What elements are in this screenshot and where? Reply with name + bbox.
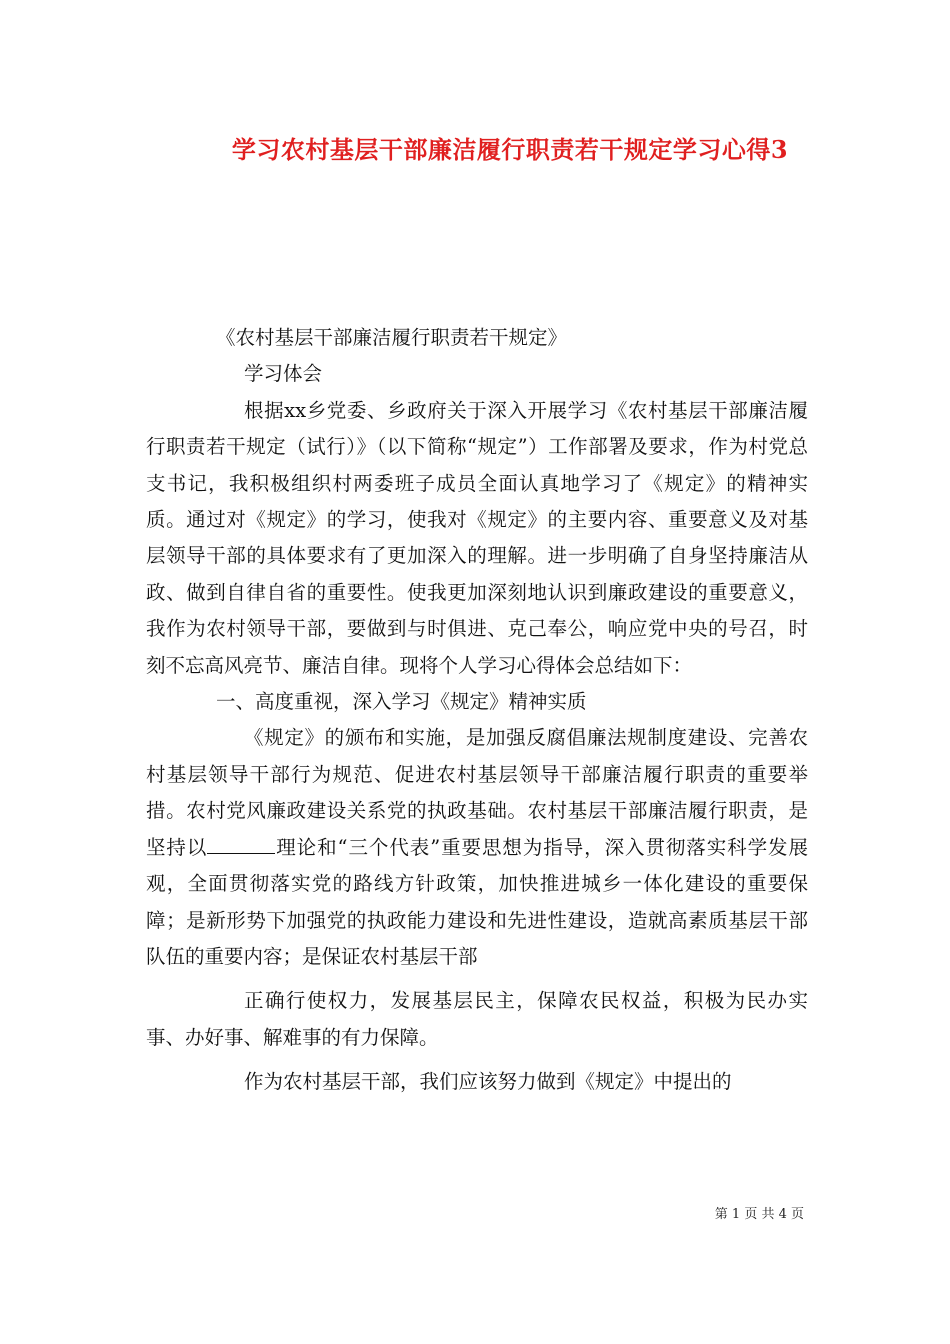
paragraph-2-part-2: 理论和“三个代表”重要思想为指导，深入贯彻落实科学发展观，全面贯彻落实党的路线方针政策，加快推进城乡一体化建设的重要保障；是新形势下加强党的执政能力建设和先进性建设，造就高素质基层干部队伍的重要内容；是保证农村基层干部 xyxy=(146,835,808,968)
document-title: 学习农村基层干部廉洁履行职责若干规定学习心得3 xyxy=(231,135,789,164)
page-footer: 第 1 页 共 4 页 xyxy=(714,1207,804,1222)
paragraph-intro: 根据xx乡党委、乡政府关于深入开展学习《农村基层干部廉洁履行职责若干规定（试行）》（以下简称“规定”）工作部署及要求，作为村党总支书记，我积极组织村两委班子成员全面认真地学习了《规定》的精神实质。通过对《规定》的学习，使我对《规定》的主要内容、重要意义及对基层领导干部的具体要求有了更加深入的理解。进一步明确了自身坚持廉洁从政、做到自律自省的重要性。使我更加深刻地认识到廉政建设的重要意义，我作为农村领导干部，要做到与时俱进、克己奉公，响应党中央的号召，时刻不忘高风亮节、廉洁自律。现将个人学习心得体会总结如下： xyxy=(146,398,808,677)
blank-underline xyxy=(207,835,275,854)
paragraph-3: 正确行使权力，发展基层民主，保障农民权益，积极为民办实事、办好事、解难事的有力保障。 xyxy=(146,989,808,1049)
subtitle-line-1: 《农村基层干部廉洁履行职责若干规定》 xyxy=(216,326,568,349)
paragraph-2-part-1: 《规定》的颁布和实施，是加强反腐倡廉法规制度建设、完善农村基层领导干部行为规范、促进农村基层领导干部廉洁履行职责的重要举措。农村党风廉政建设关系党的执政基础。农村基层干部廉洁履行职责，是坚持以 xyxy=(146,726,808,859)
subtitle-line-2: 学习体会 xyxy=(244,362,323,386)
paragraph-4: 作为农村基层干部，我们应该努力做到《规定》中提出的 xyxy=(244,1070,732,1094)
paragraph-2 xyxy=(146,720,808,975)
document-body xyxy=(146,320,808,1101)
section-heading-1: 一、高度重视，深入学习《规定》精神实质 xyxy=(216,690,587,714)
